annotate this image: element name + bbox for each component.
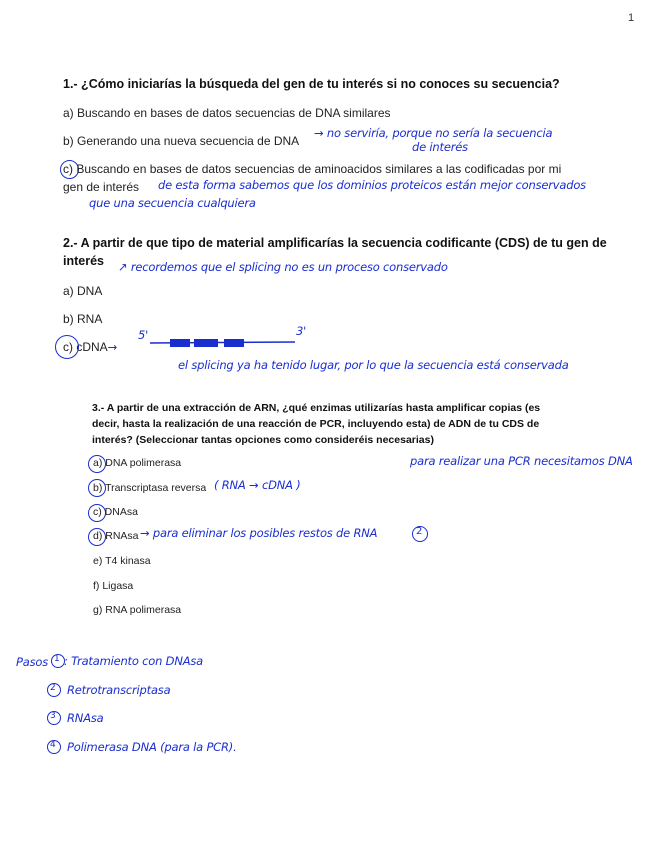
q2-note-a: ↗ recordemos que el splicing no es un proceso conservado xyxy=(118,260,448,274)
q1-option-c-line1: c) Buscando en bases de datos secuencias de aminoacidos similares a las codificadas por mi xyxy=(63,162,562,176)
q3-option-d: d) RNAsa xyxy=(93,530,139,542)
q2-title-line2: interés xyxy=(63,254,104,268)
q2-note-c: el splicing ya ha tenido lugar, por lo que la secuencia está conservada xyxy=(178,358,569,372)
step1-text: : Tratamiento con DNAsa xyxy=(64,654,204,668)
mrna-diagram xyxy=(150,336,300,350)
q3-title: 3.- A partir de una extracción de ARN, ¿qué enzimas utilizarías hasta amplificar copias (es decir, hasta la realización de una reacción de PCR, incluyendo esta) de ADN de tu CDS de interés? (Seleccionar tantas opciones como consideréis necesarias) xyxy=(92,402,541,446)
q1-note-b-line2: de interés xyxy=(412,140,468,154)
q1-note-b-line1: → no serviría, porque no sería la secuencia xyxy=(314,126,553,140)
q3-option-b: b) Transcriptasa reversa xyxy=(93,482,207,494)
q2-title-line1: 2.- A partir de que tipo de material amplificarías la secuencia codificante (CDS) de tu gen de xyxy=(63,236,607,250)
q3-note-d: → para eliminar los posibles restos de RNA xyxy=(140,526,378,540)
q2-option-b: b) RNA xyxy=(63,312,103,326)
diagram-3prime: 3' xyxy=(296,324,307,338)
steps-label: Pasos xyxy=(16,655,49,669)
step3-number: 3 xyxy=(50,711,56,721)
q3-option-f: f) Ligasa xyxy=(93,580,134,592)
q3-option-a: a) DNA polimerasa xyxy=(93,457,182,469)
q1-option-c-line2: gen de interés xyxy=(63,180,140,194)
q3-option-c: c) DNAsa xyxy=(93,506,138,518)
q3-note-d-step: 2 xyxy=(416,526,423,537)
step2-number: 2 xyxy=(50,683,56,693)
step3-text: RNAsa xyxy=(67,711,104,725)
curved-arrow-icon: ↗ xyxy=(118,260,131,274)
q3-note-b: ( RNA → cDNA ) xyxy=(214,478,301,492)
page-number: 1 xyxy=(628,12,635,24)
q3-option-e: e) T4 kinasa xyxy=(93,555,151,567)
q1-note-c-line1: de esta forma sabemos que los dominios proteicos están mejor conservados xyxy=(158,178,586,192)
q3-note-a: para realizar una PCR necesitamos DNA xyxy=(410,454,633,468)
step2-text: Retrotranscriptasa xyxy=(67,683,171,697)
q1-title: 1.- ¿Cómo iniciarías la búsqueda del gen de tu interés si no conoces su secuencia? xyxy=(63,77,560,91)
diagram-5prime: 5' xyxy=(138,328,149,342)
step1-number: 1 xyxy=(54,654,60,664)
step4-text: Polimerasa DNA (para la PCR). xyxy=(67,740,237,754)
step4-number: 4 xyxy=(50,740,56,750)
q1-note-c-line2: que una secuencia cualquiera xyxy=(89,196,256,210)
q1-option-b: b) Generando una nueva secuencia de DNA xyxy=(63,134,300,148)
q2-option-c: c) cDNA→ xyxy=(63,340,118,354)
q2-option-a: a) DNA xyxy=(63,284,103,298)
q1-option-a: a) Buscando en bases de datos secuencias de DNA similares xyxy=(63,106,391,120)
q3-option-g: g) RNA polimerasa xyxy=(93,604,182,616)
